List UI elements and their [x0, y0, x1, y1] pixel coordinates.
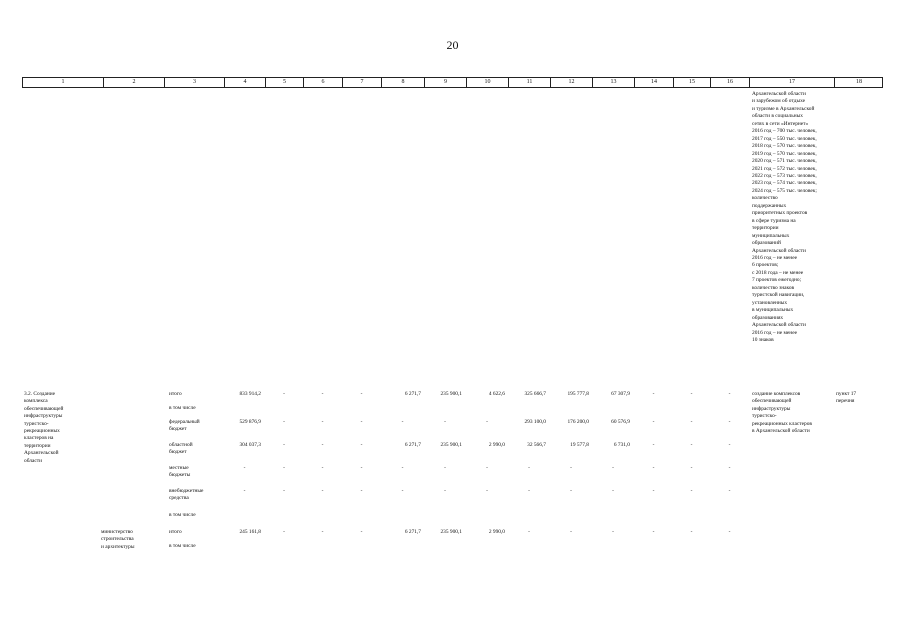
measure-row-4-col-14: - [652, 465, 655, 471]
measure-row-3-col-14: - [652, 442, 655, 448]
measure-source-label: внебюджетные средства [169, 488, 204, 502]
header-col-13: 13 [593, 78, 635, 87]
header-col-12: 12 [551, 78, 593, 87]
executor-row-0-col-9: 235 900,1 [440, 529, 462, 535]
measure-row-4-col-11: - [528, 465, 530, 471]
measure-name: 3.2. Создание комплекса обеспечивающей инфраструктуры туристско- рекреационных кластеров на территории Архангельской области [24, 391, 64, 464]
executor-row-0-col-14: - [652, 529, 655, 535]
header-col-18: 18 [856, 79, 862, 85]
measure-reference: пункт 17 перечня [836, 391, 857, 405]
executor-row-0-col-4: 245 161,8 [239, 529, 261, 535]
header-col-7: 7 [343, 78, 382, 87]
measure-row-0-col-14: - [652, 391, 655, 397]
measure-row-2-col-10: - [486, 419, 488, 425]
measure-row-4-col-13: - [612, 465, 614, 471]
measure-row-0-col-11: 325 666,7 [524, 391, 546, 397]
measure-row-5-col-9: - [444, 488, 446, 494]
executor-row-0-col-11: - [528, 529, 530, 535]
measure-row-2-col-5: - [283, 419, 285, 425]
executor-source-label: итого [169, 529, 182, 535]
page-number: 20 [446, 38, 459, 52]
measure-row-2-col-9: - [444, 419, 446, 425]
measure-row-4-col-15: - [690, 465, 693, 471]
measure-row-5-col-14: - [652, 488, 655, 494]
measure-result: создание комплексов обеспечивающей инфраструктуры туристско- рекреационных кластеров в Архангельской области [752, 391, 812, 435]
measure-row-3-col-13: 6 731,0 [613, 442, 630, 448]
measure-row-3-col-7: - [360, 442, 363, 448]
measure-row-0-col-13: 67 307,9 [611, 391, 630, 397]
executor-row-0-col-8: 6 271,7 [404, 529, 421, 535]
header-col-8: 8 [382, 78, 425, 87]
header-col-5: 5 [266, 78, 304, 87]
executor-row-0-col-7: - [360, 529, 363, 535]
measure-row-5-col-12: - [570, 488, 572, 494]
measure-row-4-col-16: - [728, 465, 731, 471]
measure-row-4-col-12: - [570, 465, 572, 471]
measure-row-5-col-13: - [612, 488, 614, 494]
executor-row-0-col-10: 2 990,0 [488, 529, 505, 535]
measure-row-4-col-6: - [321, 465, 324, 471]
measure-source-label: местные бюджеты [169, 465, 191, 479]
measure-row-4-col-9: - [444, 465, 446, 471]
executor-row-0-col-12: - [570, 529, 572, 535]
measure-row-0-col-16: - [728, 391, 731, 397]
measure-row-4-col-5: - [283, 465, 285, 471]
executor-row-0-col-13: - [612, 529, 614, 535]
measure-row-5-col-7: - [360, 488, 363, 494]
measure-row-0-col-12: 195 777,8 [567, 391, 589, 397]
header-col-1: 1 [23, 78, 104, 87]
measure-row-5-col-15: - [690, 488, 693, 494]
measure-row-0-col-4: 833 914,2 [239, 391, 261, 397]
measure-row-3-col-10: 2 990,0 [488, 442, 505, 448]
measure-row-2-col-8: - [401, 419, 404, 425]
header-col-14: 14 [635, 78, 674, 87]
executor-row-0-col-15: - [690, 529, 693, 535]
measure-row-2-col-13: 60 576,9 [611, 419, 630, 425]
header-col-2: 2 [104, 78, 165, 87]
measure-row-2-col-12: 176 200,0 [567, 419, 589, 425]
measure-row-3-col-5: - [283, 442, 285, 448]
measure-row-5-col-16: - [728, 488, 731, 494]
header-col-10: 10 [467, 78, 509, 87]
measure-row-3-col-11: 32 566,7 [527, 442, 546, 448]
measure-row-5-col-5: - [283, 488, 285, 494]
header-col-3: 3 [165, 78, 225, 87]
measure-row-3-col-6: - [321, 442, 324, 448]
header-col-16: 16 [711, 78, 750, 87]
measure-row-4-col-7: - [360, 465, 363, 471]
executor-source-label: в том числе [169, 543, 196, 549]
header-col-9: 9 [425, 78, 467, 87]
measure-row-0-col-8: 6 271,7 [404, 391, 421, 397]
measure-row-5-col-8: - [401, 488, 404, 494]
measure-source-label: областной бюджет [169, 442, 193, 456]
measure-row-2-col-6: - [321, 419, 324, 425]
table-header [22, 77, 883, 88]
measure-source-label: федеральный бюджет [169, 419, 200, 433]
measure-row-4-col-4: - [243, 465, 246, 471]
header-col-15: 15 [674, 78, 711, 87]
header-col-6: 6 [304, 78, 343, 87]
measure-row-2-col-15: - [690, 419, 693, 425]
measure-row-0-col-9: 235 900,1 [440, 391, 462, 397]
indicator-continuation-text: Архангельской области и зарубежом об отдыхе и туризме в Архангельской области в социальных сетях в сети «Интернет» 2016 год – 700 тыс. человек, 2017 год – 550 тыс. человек, 2018 год – 570 тыс. человек, 2019 год – 570 тыс. человек, 2020 год – 571 тыс. человек, 2021 год – 572 тыс. человек, 2022 год – 573 тыс. человек, 2023 год – 574 тыс. человек, 2024 год – 575 тыс. человек; количество поддержанных приоритетных проектов в сфере туризма на территории муниципальных образований Архангельской области 2016 год – не менее 6 проектов; с 2018 года – не менее 7 проектов ежегодно; количество знаков туристской навигации, установленных в муниципальных образованиях Архангельской области 2016 год – не менее 10 знаков [752, 91, 817, 343]
measure-row-2-col-14: - [652, 419, 655, 425]
measure-row-0-col-5: - [283, 391, 285, 397]
measure-row-3-col-4: 304 037,3 [239, 442, 261, 448]
measure-source-label: в том числе [169, 405, 196, 411]
measure-row-5-col-6: - [321, 488, 324, 494]
executor-row-0-col-16: - [728, 529, 731, 535]
measure-row-4-col-10: - [486, 465, 488, 471]
measure-source-label: итого [169, 391, 182, 397]
measure-row-5-col-10: - [486, 488, 488, 494]
measure-row-2-col-11: 293 100,0 [524, 419, 546, 425]
measure-row-0-col-15: - [690, 391, 693, 397]
measure-row-3-col-16: - [728, 442, 731, 448]
measure-row-5-col-11: - [528, 488, 530, 494]
executor-row-0-col-6: - [321, 529, 324, 535]
measure-row-0-col-10: 4 622,6 [488, 391, 505, 397]
measure-row-2-col-4: 529 876,9 [239, 419, 261, 425]
executor-name: министерство строительства и архитектуры [101, 529, 135, 550]
measure-row-2-col-16: - [728, 419, 731, 425]
measure-row-0-col-6: - [321, 391, 324, 397]
measure-row-5-col-4: - [243, 488, 246, 494]
measure-row-3-col-15: - [690, 442, 693, 448]
measure-row-0-col-7: - [360, 391, 363, 397]
header-col-17: 17 [750, 78, 835, 87]
measure-row-3-col-8: 6 271,7 [404, 442, 421, 448]
measure-row-4-col-8: - [401, 465, 404, 471]
executor-row-0-col-5: - [283, 529, 285, 535]
measure-row-3-col-9: 235 900,1 [440, 442, 462, 448]
header-col-11: 11 [509, 78, 551, 87]
header-col-4: 4 [225, 78, 266, 87]
measure-row-2-col-7: - [360, 419, 363, 425]
measure-row-3-col-12: 19 577,8 [570, 442, 589, 448]
measure-source-label: в том числе [169, 512, 196, 518]
